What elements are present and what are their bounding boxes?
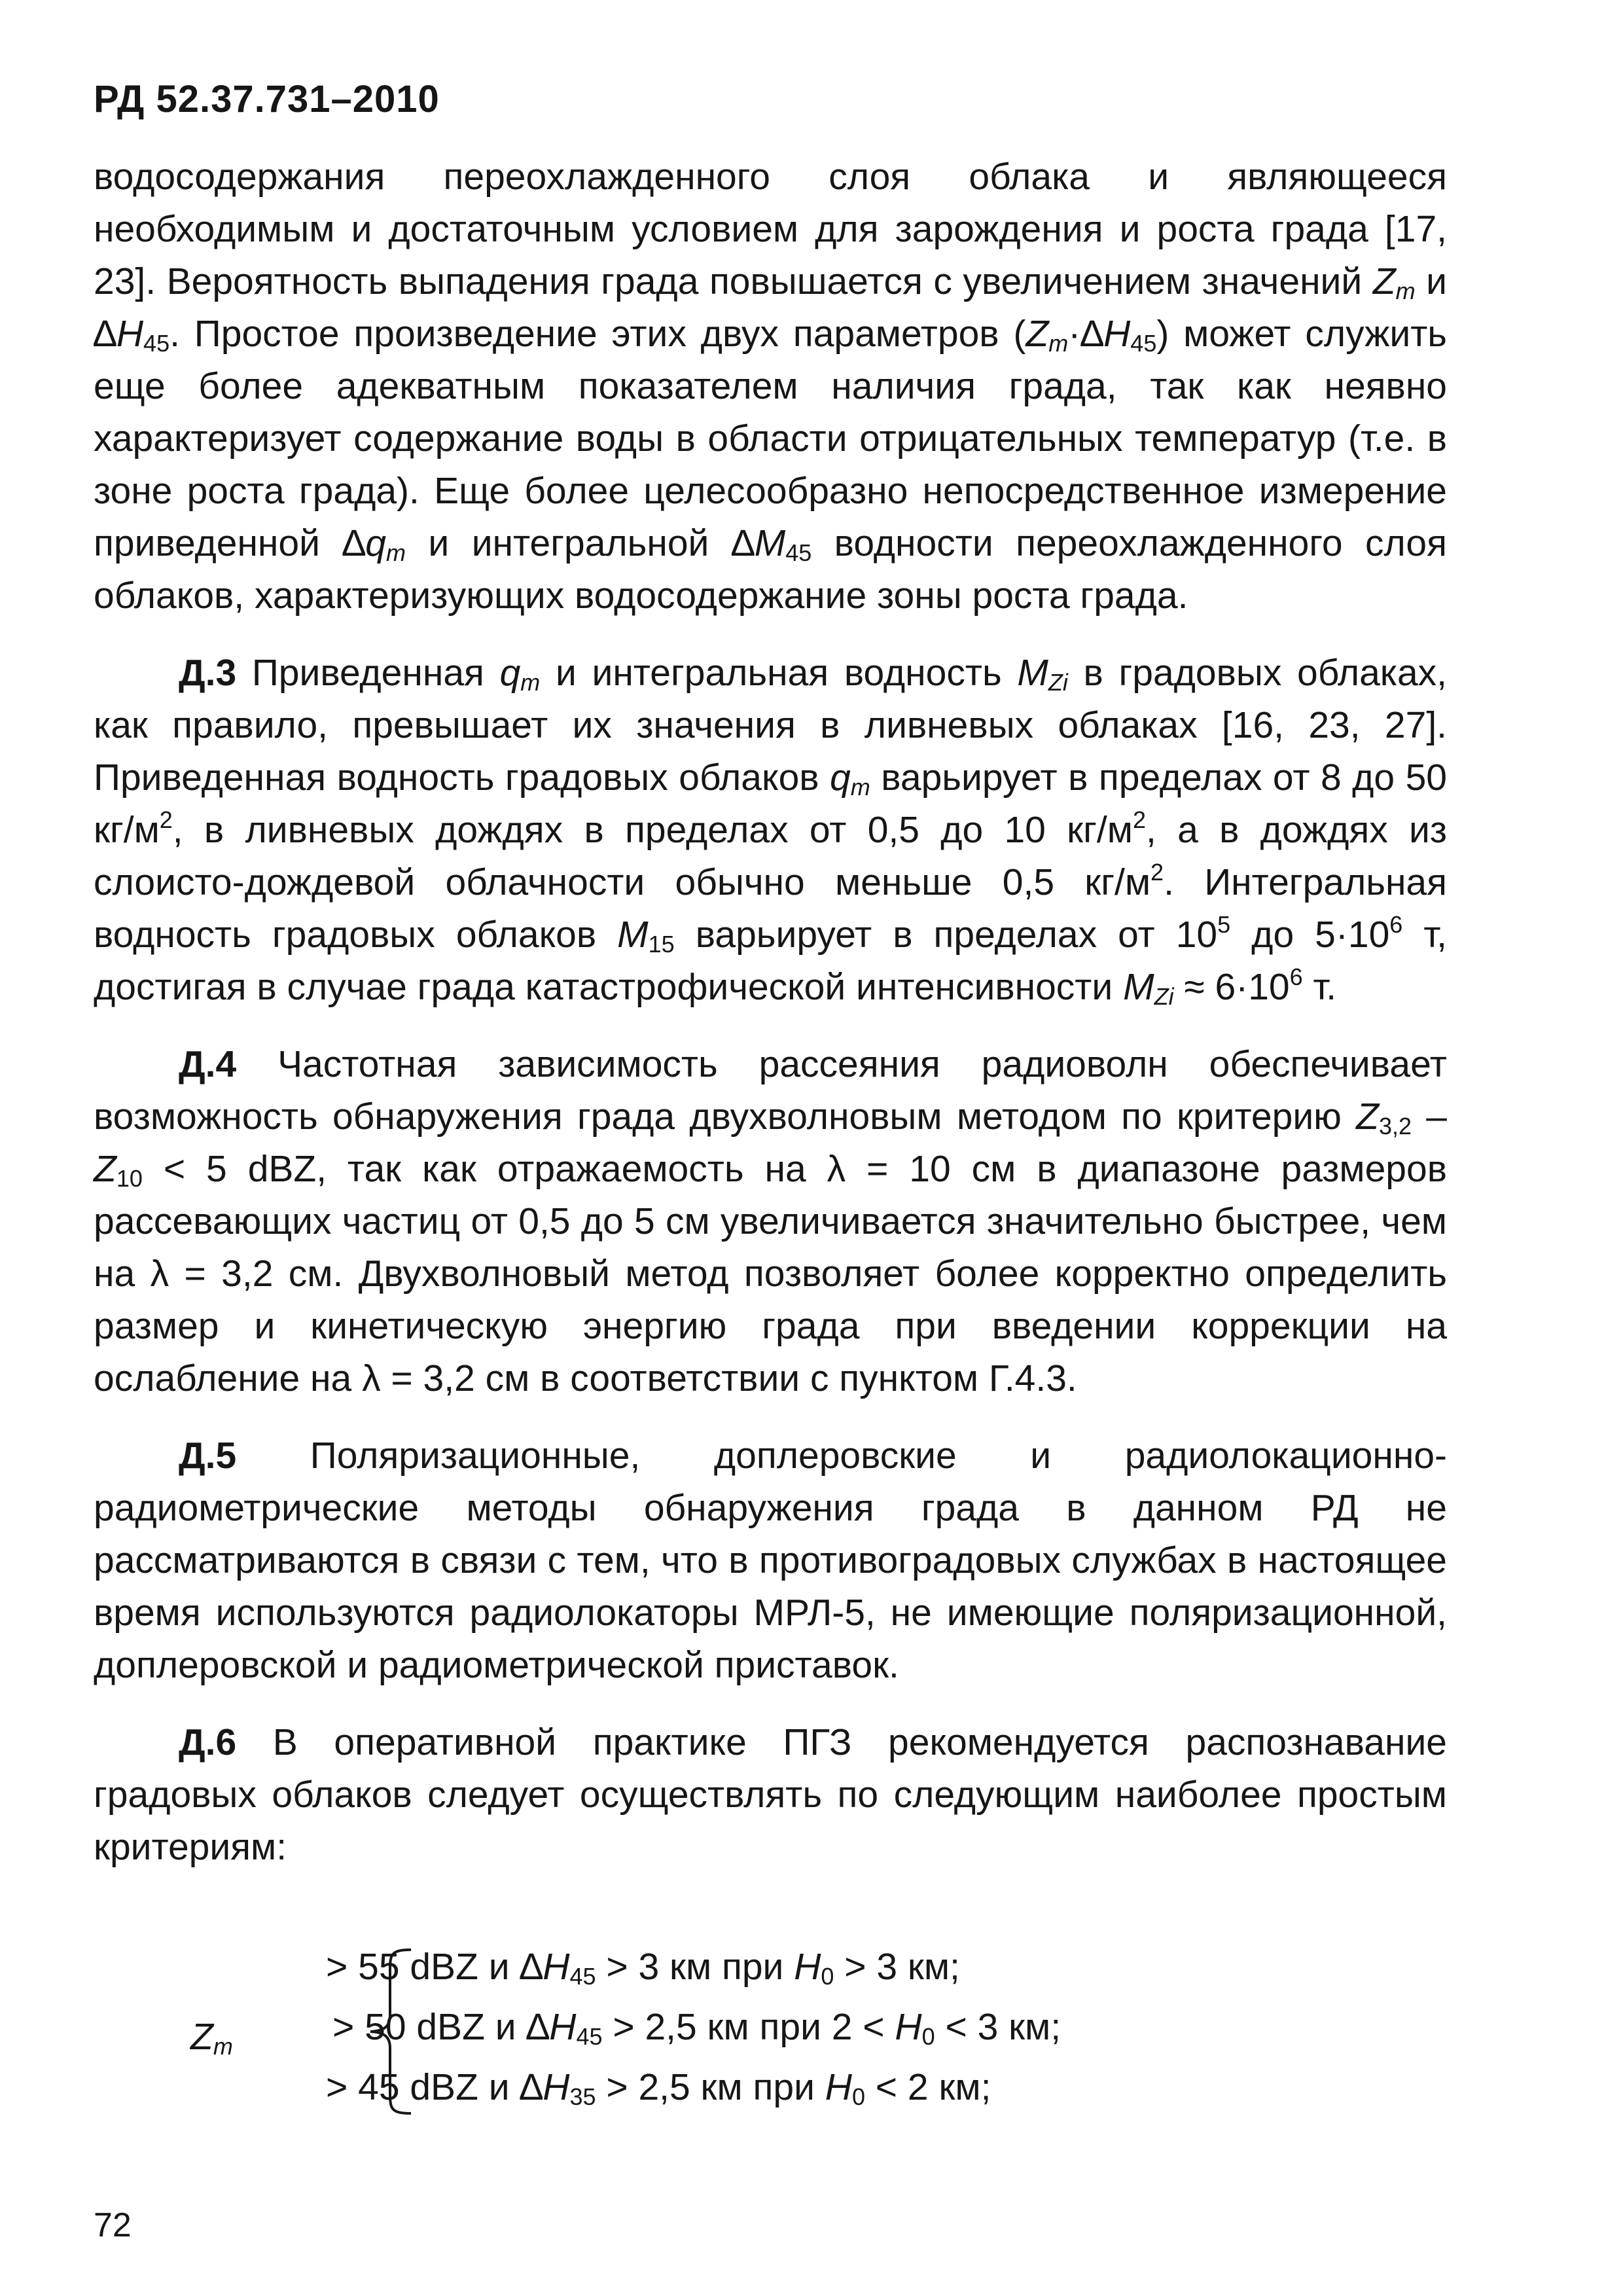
text-run: · (1068, 313, 1081, 355)
text-run: водосодержания переохлажденного слоя облака и являющееся необходимым и достаточным условием для зарождения и роста града [17, 23]. Вероятность выпадения града повышается с увеличением значений (94, 156, 1447, 302)
text-run: < 2 км; (865, 2066, 991, 2108)
var-Z: Z (1026, 313, 1049, 355)
text-run: ≈ 6·10 (1173, 966, 1290, 1008)
sub-m: m (850, 774, 870, 800)
text-run: т. (1302, 966, 1337, 1008)
text-run: в градовых облаках, как правило, превышает их значения в ливневых облаках [16, 23, 27]. Приведенная водность градовых облаков (94, 652, 1447, 798)
text-run: > 2,5 км при (596, 2066, 825, 2108)
sub-15: 15 (648, 931, 675, 958)
var-Z: Z (1372, 260, 1396, 302)
criteria-variable (190, 2011, 233, 2063)
page-number: 72 (94, 2206, 132, 2244)
text-run: > 45 dBZ и (326, 2066, 520, 2108)
var-Z: Z (190, 2016, 213, 2058)
sub-m: m (520, 669, 541, 696)
var-H: H (794, 1946, 821, 1988)
var-H: H (825, 2066, 852, 2108)
sub-m: m (385, 539, 406, 566)
sub: 0 (921, 2023, 935, 2050)
sub-zi: Zi (1154, 983, 1174, 1010)
text-run: варьирует в пределах от 8 до 50 кг/м (94, 757, 1447, 851)
text-run: и интегральная водность (540, 652, 1018, 694)
hail-criteria-system (94, 1941, 1447, 2137)
sub: 0 (821, 1963, 834, 1990)
sub: 0 (851, 2083, 865, 2110)
sub: 35 (569, 2083, 596, 2110)
paragraph-continuation (94, 151, 1447, 622)
var-dM: ∆M (731, 522, 786, 564)
sub: 45 (569, 1963, 596, 1990)
var-q: q (830, 757, 851, 798)
var-M: M (1123, 966, 1154, 1008)
text-run: Приведенная (236, 652, 500, 694)
text-run: , а в дождях из слоисто-дождевой облачности обычно меньше 0,5 кг/м (94, 809, 1447, 903)
var-M: M (617, 914, 649, 956)
sub-45: 45 (785, 539, 812, 566)
criterion-1 (326, 1941, 960, 1993)
superscript: 5 (1217, 911, 1231, 938)
sub-3-2: 3,2 (1378, 1113, 1412, 1139)
var-dH: ∆H (520, 2066, 570, 2108)
document-body (94, 151, 1447, 1873)
text-run: Поляризационные, доплеровские и радиолокационно-радиометрические методы обнаружения града в данном РД не рассматриваются в связи с тем, что в противоградовых службах в настоящее время используются радиолокаторы МРЛ-5, не имеющие поляризационной, доплеровской и радиометрической приставок. (94, 1435, 1447, 1686)
criterion-3 (326, 2061, 991, 2113)
superscript: 6 (1289, 963, 1303, 990)
superscript: 2 (159, 806, 173, 833)
paragraph-d4 (94, 1038, 1447, 1405)
var-dH: ∆H (526, 2006, 577, 2048)
paragraph-d3 (94, 647, 1447, 1013)
var-q: q (499, 652, 521, 694)
sub-m: m (1395, 278, 1416, 304)
text-run: до 5·10 (1230, 914, 1390, 956)
sub-10: 10 (116, 1165, 143, 1192)
text-run: варьирует в пределах от 10 (674, 914, 1218, 956)
text-run: > 55 dBZ и (326, 1946, 520, 1988)
sub-m: m (213, 2033, 233, 2060)
text-run: Частотная зависимость рассеяния радиоволн обеспечивает возможность обнаружения града двухволновым методом по критерию (94, 1043, 1447, 1138)
var-dH: ∆H (520, 1946, 570, 1988)
text-run: В оперативной практике ПГЗ рекомендуется распознавание градовых облаков следует осуществлять по следующим наиболее простым критериям: (94, 1721, 1447, 1868)
text-run: ) может служить еще более адекватным показателем наличия града, так как неявно характеризует содержание воды в области отрицательных температур (т.е. в зоне роста града). Еще более целесообразно непосредственное измерение приведенной (94, 313, 1448, 564)
section-label: Д.4 (179, 1043, 237, 1085)
text-run: , в ливневых дождях в пределах от 0,5 до 10 кг/м (172, 809, 1133, 851)
text-run: < 3 км; (935, 2006, 1061, 2048)
criterion-2 (332, 2001, 1061, 2053)
text-run: . Интегральная водность градовых облаков (94, 861, 1447, 956)
sub-45: 45 (1130, 330, 1157, 357)
text-run: > 2,5 км при 2 < (602, 2006, 895, 2048)
text-run: водности переохлажденного слоя облаков, характеризующих водосодержание зоны роста града. (94, 522, 1447, 617)
text-run: < 5 dBZ, так как отражаемость на λ = 10 см в диапазоне размеров рассевающих частиц от 0,5 до 5 см увеличивается значительно быстрее, чем на λ = 3,2 см. Двухволновый метод позволяет более корректно определить размер и кинетическую энергию града при введении коррекции на ослабление на λ = 3,2 см в соответствии с пунктом Г.4.3. (94, 1148, 1447, 1399)
section-label: Д.3 (179, 652, 237, 694)
text-run: т, достигая в случае града катастрофической интенсивности (94, 914, 1447, 1008)
text-run: и интегральной (405, 522, 732, 564)
sub-zi: Zi (1048, 669, 1068, 696)
section-label: Д.6 (179, 1721, 237, 1763)
sub-45: 45 (143, 330, 170, 357)
var-H: H (895, 2006, 922, 2048)
superscript: 6 (1389, 911, 1403, 938)
text-run: > 3 км; (834, 1946, 960, 1988)
paragraph-d5 (94, 1429, 1447, 1691)
var-M: M (1017, 652, 1048, 694)
text-run: > 3 км при (596, 1946, 794, 1988)
var-dq: ∆q (342, 522, 386, 564)
document-code-header: РД 52.37.731–2010 (94, 78, 440, 120)
var-dH: ∆H (94, 313, 144, 355)
paragraph-d6 (94, 1716, 1447, 1873)
text-run: > 50 dBZ и (332, 2006, 527, 2048)
text-run: – (1412, 1096, 1447, 1138)
var-Z: Z (94, 1148, 116, 1190)
var-dH: ∆H (1080, 313, 1131, 355)
sub: 45 (576, 2023, 603, 2050)
section-label: Д.5 (179, 1435, 237, 1477)
text-run: . Простое произведение этих двух параметров ( (169, 313, 1026, 355)
superscript: 2 (1150, 859, 1164, 886)
text-run: и (1415, 260, 1447, 302)
sub-m: m (1048, 330, 1069, 357)
var-Z: Z (1356, 1096, 1379, 1138)
superscript: 2 (1132, 806, 1146, 833)
